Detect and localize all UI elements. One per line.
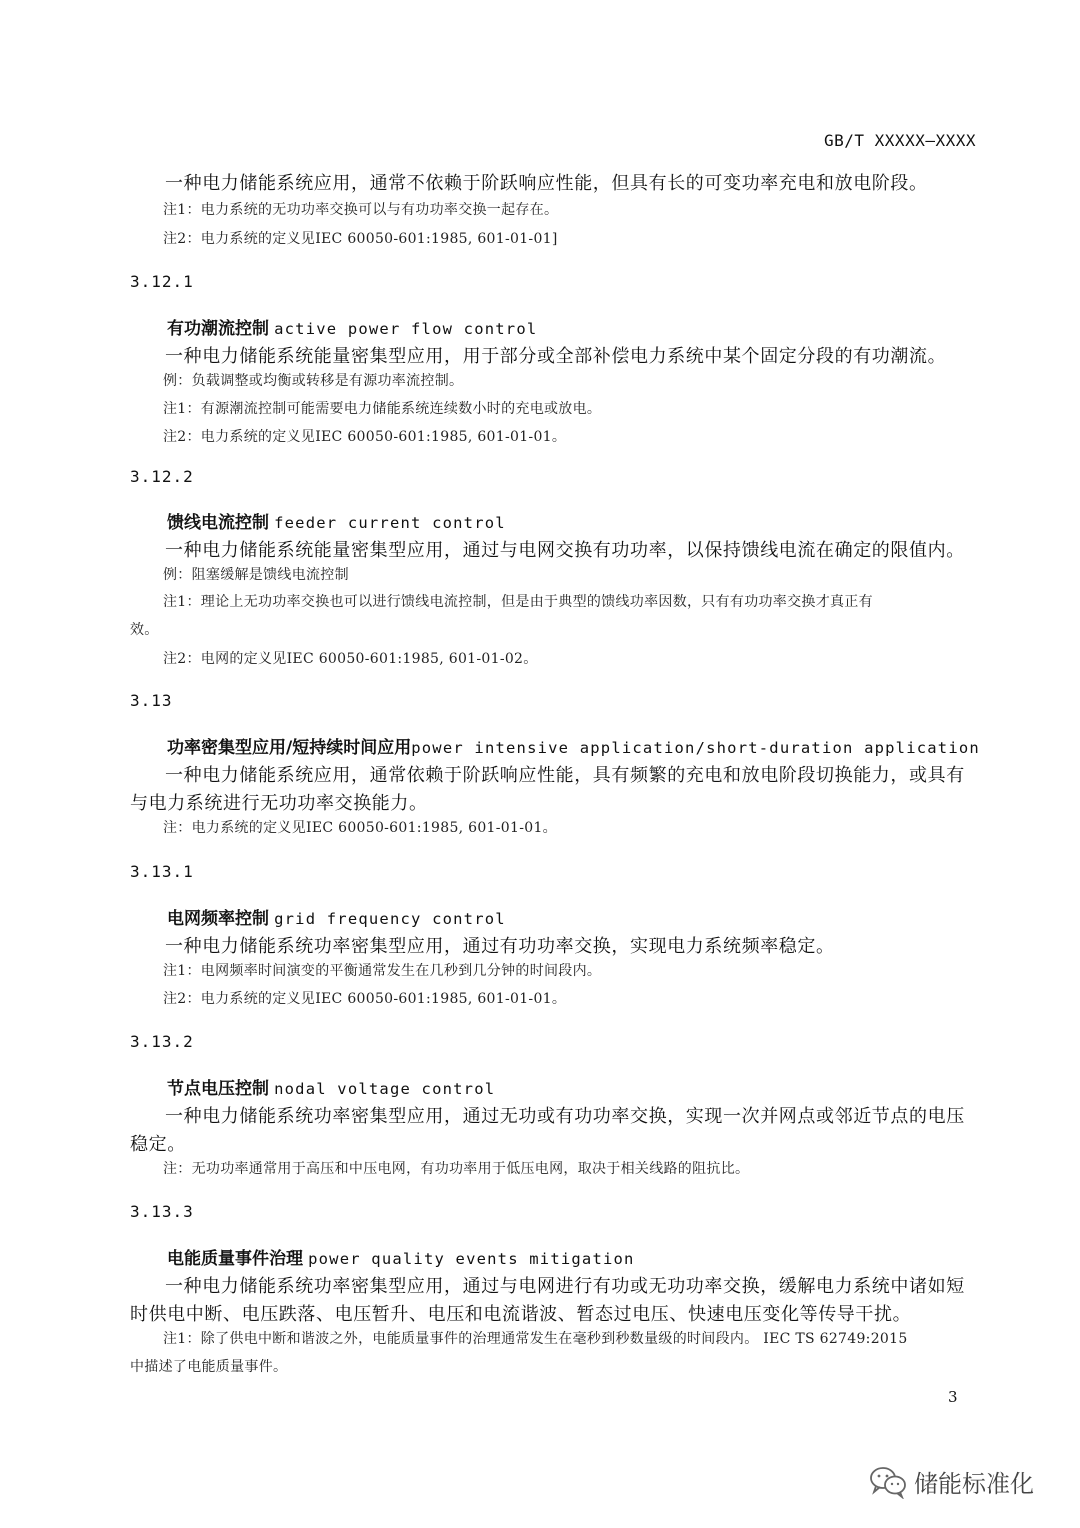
note-line: 注2：电力系统的定义见IEC 60050-601:1985, 601-01-01] [163, 231, 558, 247]
note-line: 例：阻塞缓解是馈线电流控制 [163, 567, 349, 583]
note-line: 注1：有源潮流控制可能需要电力储能系统连续数小时的充电或放电。 [163, 401, 602, 417]
paragraph-line: 一种电力储能系统能量密集型应用，通过与电网交换有功功率，以保持馈线电流在确定的限值内。 [165, 540, 965, 561]
clause-number: 3.13.2 [130, 1032, 194, 1051]
term-chinese: 馈线电流控制 [167, 513, 269, 533]
term-english: power intensive application/short-duration application [411, 739, 980, 757]
paragraph-line: 时供电中断、电压跌落、电压暂升、电压和电流谐波、暂态过电压、快速电压变化等传导干扰。 [130, 1304, 912, 1325]
term-chinese: 电能质量事件治理 [167, 1249, 303, 1269]
note-line: 注：无功功率通常用于高压和中压电网，有功功率用于低压电网，取决于相关线路的阻抗比。 [163, 1161, 750, 1177]
paragraph-line: 一种电力储能系统应用，通常不依赖于阶跃响应性能，但具有长的可变功率充电和放电阶段。 [165, 173, 928, 194]
paragraph-line: 一种电力储能系统功率密集型应用，通过有功功率交换，实现电力系统频率稳定。 [165, 936, 835, 957]
note-line: 效。 [130, 622, 159, 638]
note-line: 注1：电网频率时间演变的平衡通常发生在几秒到几分钟的时间段内。 [163, 963, 602, 979]
term-chinese: 电网频率控制 [167, 909, 269, 929]
term-english: nodal voltage control [274, 1080, 496, 1098]
term-english: active power flow control [274, 320, 538, 338]
note-line: 注2：电力系统的定义见IEC 60050-601:1985, 601-01-01。 [163, 991, 567, 1007]
note-line: 注2：电网的定义见IEC 60050-601:1985, 601-01-02。 [163, 651, 538, 667]
watermark [868, 1464, 1034, 1499]
note-line: 注：电力系统的定义见IEC 60050-601:1985, 601-01-01。 [163, 820, 557, 836]
clause-number: 3.12.2 [130, 467, 194, 486]
note-line: 注1：除了供电中断和谐波之外，电能质量事件的治理通常发生在毫秒到秒数量级的时间段内。 IEC TS 62749:2015 [163, 1331, 908, 1347]
page-number: 3 [948, 1388, 958, 1406]
paragraph-line: 一种电力储能系统功率密集型应用，通过与电网进行有功或无功功率交换，缓解电力系统中诸如短 [165, 1276, 965, 1297]
term-heading [167, 314, 537, 339]
term-heading [167, 508, 506, 533]
term-heading [167, 733, 980, 758]
term-english: power quality events mitigation [308, 1250, 635, 1268]
term-heading [167, 1244, 635, 1269]
clause-number: 3.12.1 [130, 272, 194, 291]
term-english: feeder current control [274, 514, 506, 532]
term-chinese: 节点电压控制 [167, 1079, 269, 1099]
term-english: grid frequency control [274, 910, 506, 928]
watermark-text: 储能标准化 [914, 1470, 1034, 1498]
term-chinese: 功率密集型应用/短持续时间应用 [167, 738, 412, 758]
paragraph-line: 稳定。 [130, 1134, 186, 1155]
note-line: 注1：理论上无功功率交换也可以进行馈线电流控制，但是由于典型的馈线功率因数，只有有功功率交换才真正有 [163, 594, 873, 610]
note-line: 中描述了电能质量事件。 [130, 1359, 288, 1375]
paragraph-line: 一种电力储能系统应用，通常依赖于阶跃响应性能，具有频繁的充电和放电阶段切换能力，或具有 [165, 765, 965, 786]
paragraph-line: 一种电力储能系统能量密集型应用，用于部分或全部补偿电力系统中某个固定分段的有功潮流。 [165, 346, 947, 367]
term-heading [167, 904, 506, 929]
document-code: GB/T XXXXX—XXXX [824, 131, 976, 150]
note-line: 注1：电力系统的无功功率交换可以与有功功率交换一起存在。 [163, 202, 559, 218]
clause-number: 3.13 [130, 691, 173, 710]
clause-number: 3.13.1 [130, 862, 194, 881]
note-line: 注2：电力系统的定义见IEC 60050-601:1985, 601-01-01。 [163, 429, 567, 445]
note-line: 例：负载调整或均衡或转移是有源功率流控制。 [163, 373, 464, 389]
clause-number: 3.13.3 [130, 1202, 194, 1221]
wechat-icon [868, 1465, 908, 1499]
paragraph-line: 一种电力储能系统功率密集型应用，通过无功或有功功率交换，实现一次并网点或邻近节点的电压 [165, 1106, 965, 1127]
term-heading [167, 1074, 495, 1099]
paragraph-line: 与电力系统进行无功功率交换能力。 [130, 793, 428, 814]
term-chinese: 有功潮流控制 [167, 319, 269, 339]
